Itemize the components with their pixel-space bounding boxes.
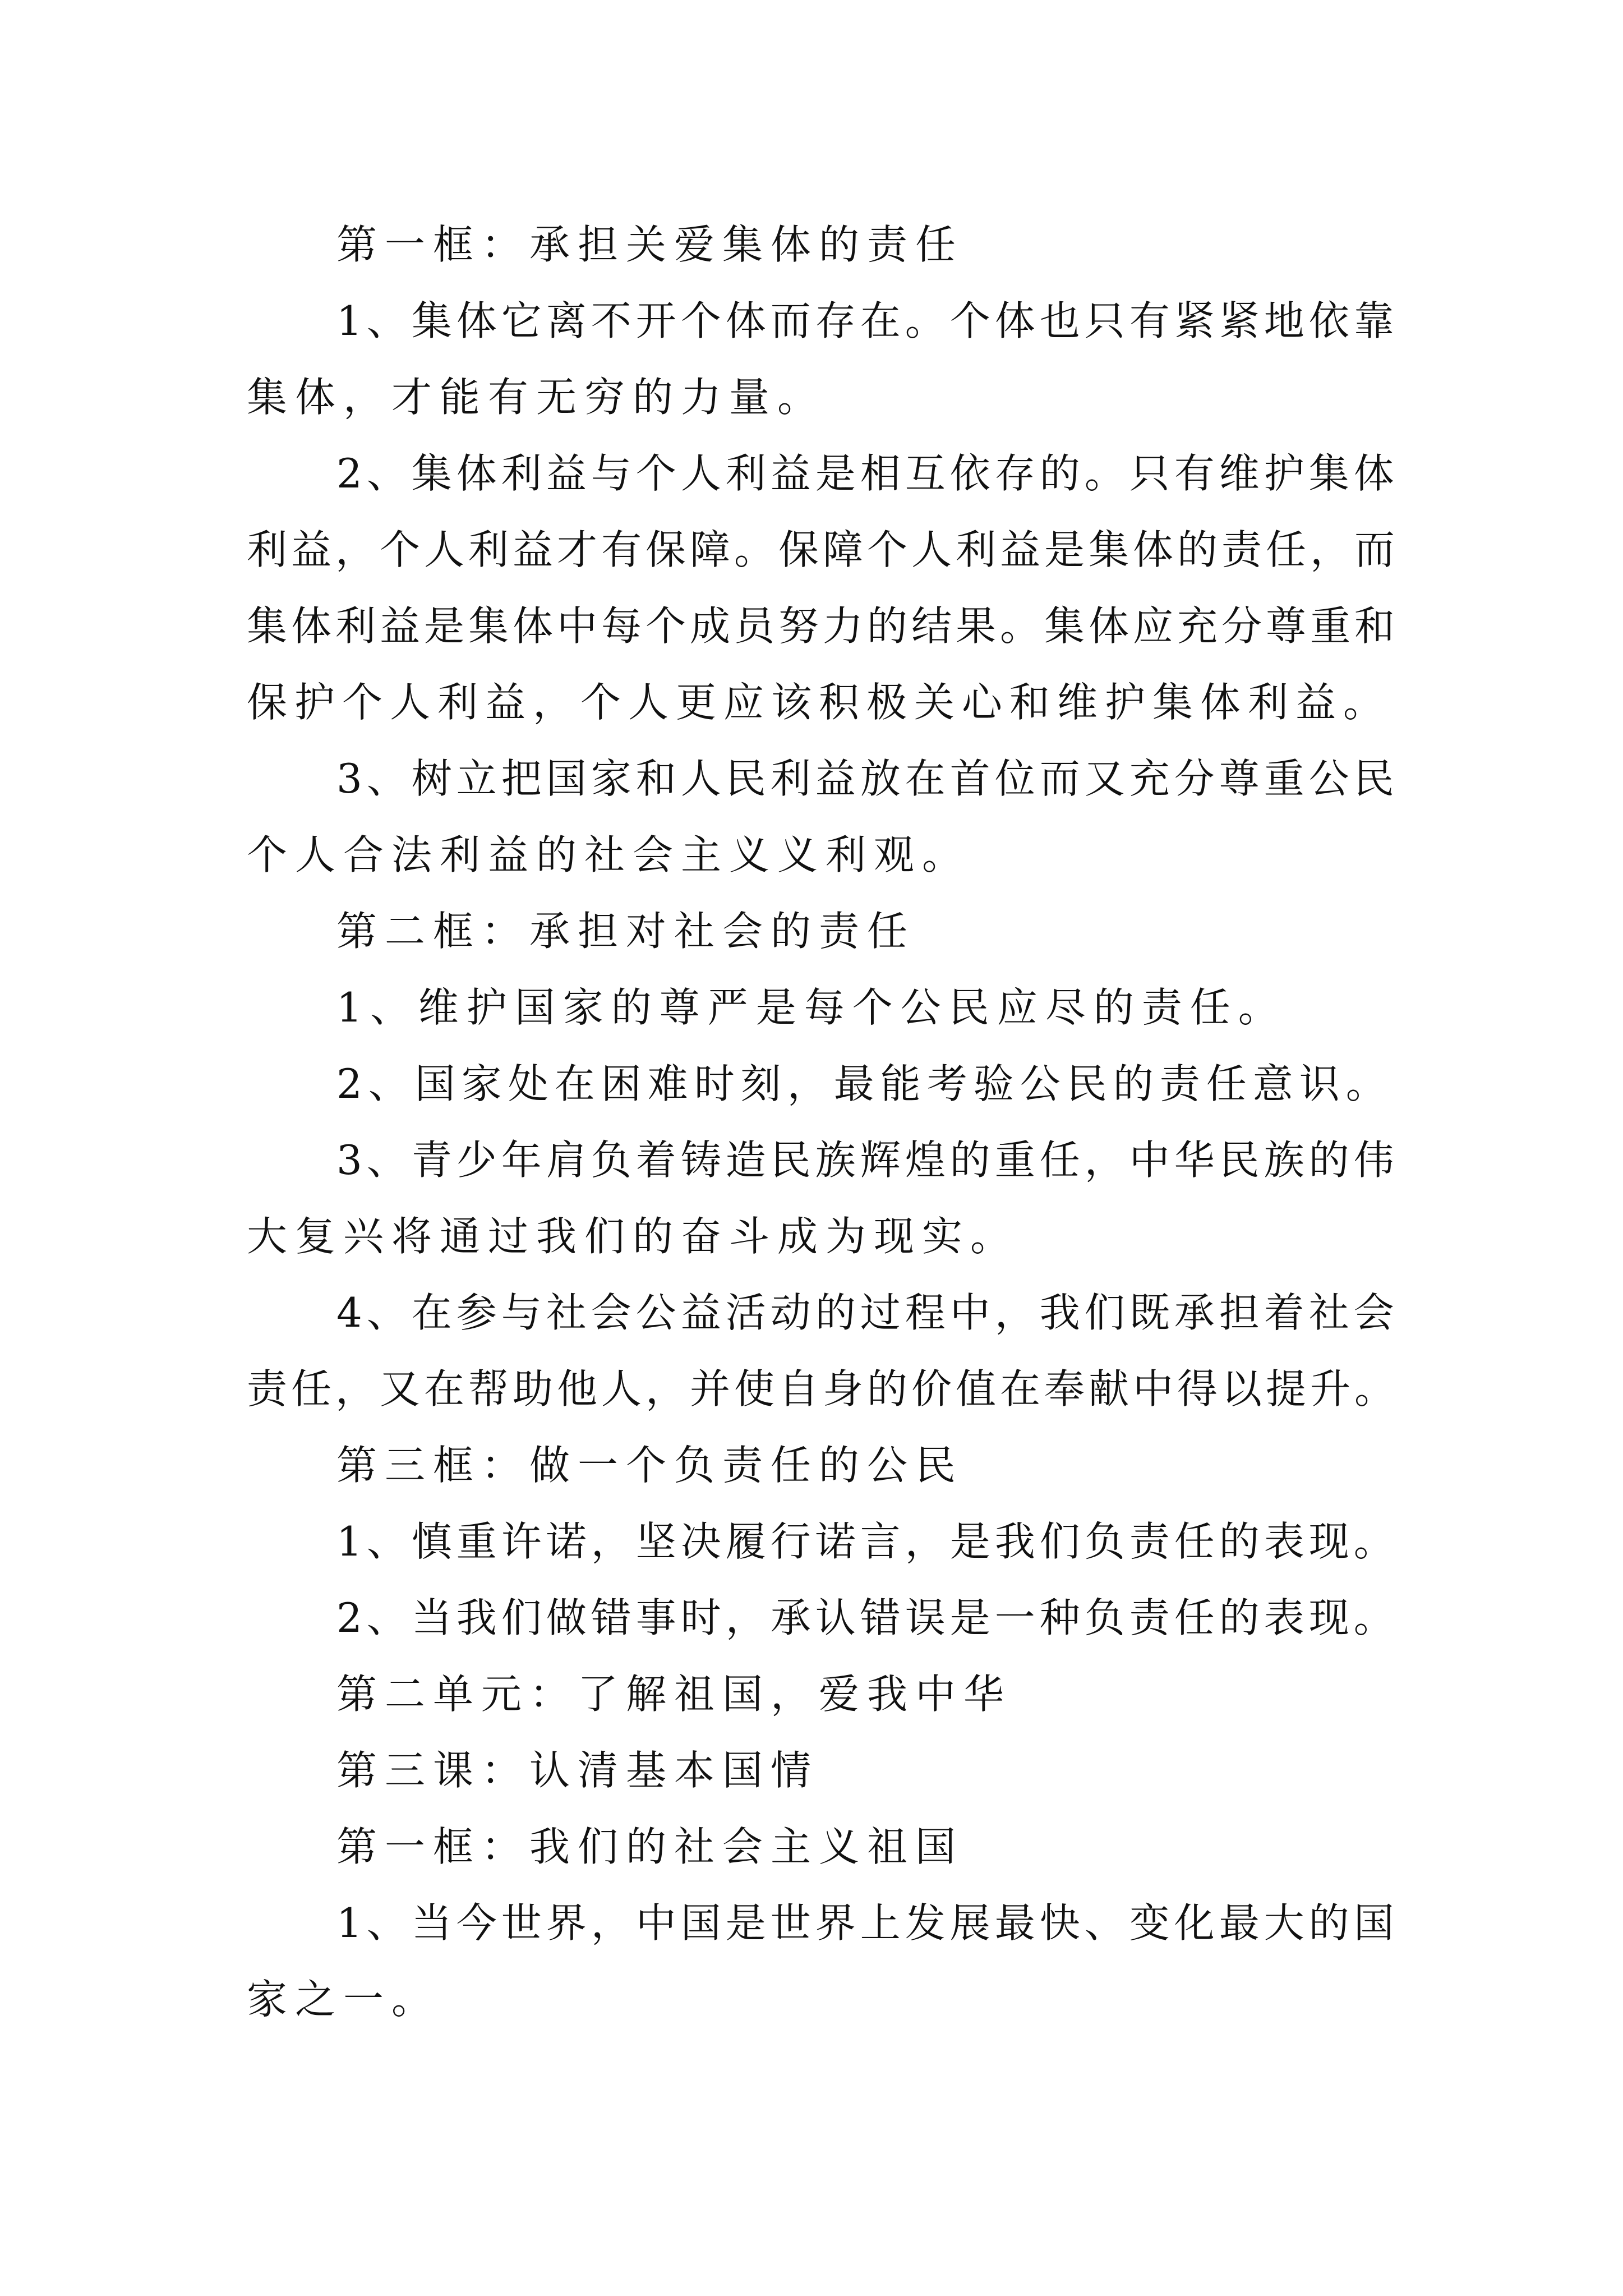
section-heading: 第二框：承担对社会的责任 — [336, 908, 916, 955]
section-heading: 第一框：我们的社会主义祖国 — [336, 1823, 964, 1870]
text-line: 1、维护国家的尊严是每个公民应尽的责任。 — [336, 984, 1287, 1031]
text-line: 4、在参与社会公益活动的过程中，我们既承担着社会 — [336, 1289, 1399, 1336]
section-heading: 第三框：做一个负责任的公民 — [336, 1442, 964, 1489]
lesson-heading: 第三课：认清基本国情 — [336, 1747, 819, 1794]
text-line: 家之一。 — [247, 1976, 440, 2023]
text-line: 个人合法利益的社会主义义利观。 — [247, 831, 971, 878]
document-body — [247, 206, 1402, 2037]
text-line: 1、当今世界，中国是世界上发展最快、变化最大的国 — [336, 1899, 1399, 1947]
text-line: 保护个人利益，个人更应该积极关心和维护集体利益。 — [247, 679, 1391, 726]
text-line: 利益，个人利益才有保障。保障个人利益是集体的责任，而 — [247, 526, 1399, 573]
text-line: 3、树立把国家和人民利益放在首位而又充分尊重公民 — [336, 755, 1399, 802]
text-line: 集体，才能有无穷的力量。 — [247, 374, 826, 421]
text-line: 2、集体利益与个人利益是相互依存的。只有维护集体 — [336, 450, 1399, 497]
text-line: 1、集体它离不开个体而存在。个体也只有紧紧地依靠 — [336, 297, 1399, 344]
text-line: 1、慎重许诺，坚决履行诺言，是我们负责任的表现。 — [336, 1518, 1399, 1565]
text-line: 集体利益是集体中每个成员努力的结果。集体应充分尊重和 — [247, 602, 1399, 650]
text-line: 责任，又在帮助他人，并使自身的价值在奉献中得以提升。 — [247, 1365, 1399, 1412]
text-line: 大复兴将通过我们的奋斗成为现实。 — [247, 1213, 1019, 1260]
text-line: 2、国家处在困难时刻，最能考验公民的责任意识。 — [336, 1060, 1393, 1107]
text-line: 3、青少年肩负着铸造民族辉煌的重任，中华民族的伟 — [336, 1137, 1399, 1184]
text-line: 第一框：承担关爱集体的责任 — [336, 221, 964, 268]
text-line: 2、当我们做错事时，承认错误是一种负责任的表现。 — [336, 1594, 1399, 1641]
unit-heading: 第二单元：了解祖国，爱我中华 — [336, 1671, 1012, 1718]
